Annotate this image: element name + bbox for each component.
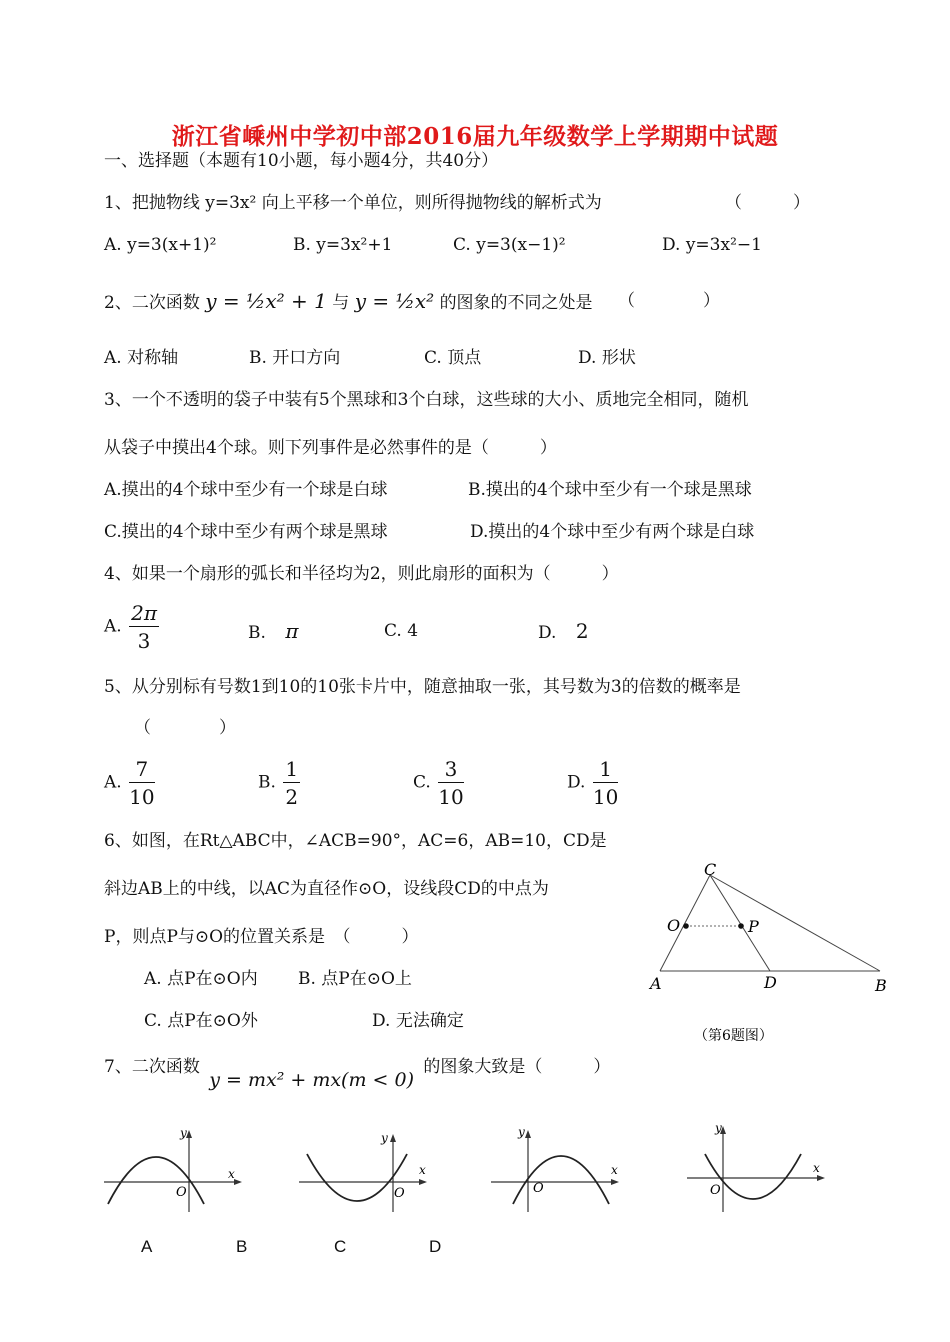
q6-line-3: P，则点P与⊙O的位置关系是 （ ） (104, 927, 419, 947)
point-p (738, 923, 744, 929)
q2-suffix: 的图象的不同之处是 (439, 293, 593, 313)
q4-b-value: π (285, 619, 299, 643)
q3-option-a: A.摸出的4个球中至少有一个球是白球 (104, 480, 388, 500)
q5-b-denominator: 2 (285, 785, 299, 809)
q2-prefix: 2、二次函数 (104, 293, 200, 313)
label-b: B (875, 976, 887, 995)
q1-answer-paren: （ ） (725, 193, 810, 213)
q3-option-d: D.摸出的4个球中至少有两个球是白球 (470, 522, 755, 542)
q3-line-1: 3、一个不透明的袋子中装有5个黑球和3个白球，这些球的大小、质地完全相同，随机 (104, 390, 749, 410)
y-axis-label: y (518, 1125, 525, 1139)
label-a: A (650, 974, 662, 993)
origin-label: O (176, 1185, 187, 1200)
q1-option-b: B. y=3x²+1 (293, 235, 393, 255)
q2-formula-1: y = ½x² + 1 (205, 289, 327, 313)
origin-label: O (394, 1186, 405, 1201)
q5-option-d (567, 759, 620, 807)
label-d: D (764, 973, 777, 992)
y-axis-label: y (715, 1121, 722, 1135)
q6-option-b: B. 点P在⊙O上 (298, 969, 412, 989)
label-c: C (704, 860, 717, 879)
origin-label: O (710, 1183, 721, 1198)
q7-graph-label-b: B (236, 1237, 248, 1256)
q2-formula-2: y = ½x² (354, 289, 435, 313)
q5-option-c (413, 759, 466, 807)
y-axis-label: y (180, 1126, 187, 1140)
q5-stem: 5、从分别标有号数1到10的10张卡片中，随意抽取一张，其号数为3的倍数的概率是 (104, 677, 741, 697)
q5-a-fraction (129, 759, 154, 807)
q5-answer-paren: （ ） (134, 718, 236, 738)
q5-d-numerator: 1 (593, 759, 618, 783)
q5-a-numerator: 7 (129, 759, 154, 783)
figure-caption: （第6题图） (694, 1028, 773, 1044)
q2-option-a: A. 对称轴 (104, 348, 179, 368)
label-p: P (748, 917, 759, 936)
q4-stem: 4、如果一个扇形的弧长和半径均为2，则此扇形的面积为（ ） (104, 564, 619, 584)
q4-a-label: A. (104, 616, 122, 637)
q5-option-b (258, 759, 302, 807)
point-o (683, 923, 689, 929)
q7-prefix: 7、二次函数 (104, 1057, 200, 1077)
q7-graph-label-a: A (141, 1237, 153, 1256)
q5-d-fraction (593, 759, 618, 807)
q4-a-denominator: 3 (137, 629, 151, 653)
q5-b-label: B. (258, 772, 276, 793)
q5-b-numerator: 1 (285, 757, 299, 781)
section-heading: 一、选择题（本题有10小题，每小题4分，共40分） (104, 151, 499, 171)
q5-c-denominator: 10 (438, 785, 464, 809)
x-axis-label: x (228, 1167, 235, 1181)
q6-option-c: C. 点P在⊙O外 (144, 1011, 258, 1031)
q4-d-value: 2 (575, 619, 589, 643)
q4-a-fraction (129, 603, 159, 651)
q5-c-numerator: 3 (438, 759, 463, 783)
q3-option-c: C.摸出的4个球中至少有两个球是黑球 (104, 522, 388, 542)
q2-stem (104, 290, 593, 314)
q2-option-d: D. 形状 (578, 348, 636, 368)
q6-line-1: 6、如图，在Rt△ABC中，∠ACB=90°，AC=6，AB=10，CD是 (104, 831, 607, 851)
q1-option-d: D. y=3x²−1 (662, 235, 762, 255)
q7-formula: y = mx² + mx(m < 0) (209, 1069, 414, 1091)
q7-graph-b (295, 1120, 445, 1215)
q6-line-2: 斜边AB上的中线，以AC为直径作⊙O，设线段CD的中点为 (104, 879, 549, 899)
x-axis-label: x (419, 1163, 426, 1177)
q2-answer-paren: （ ） (618, 291, 720, 311)
q5-d-label: D. (567, 772, 586, 793)
q7-graph-c (487, 1120, 637, 1215)
q5-option-a (104, 759, 157, 807)
q5-c-fraction (438, 759, 463, 807)
median-cd (710, 875, 770, 971)
q6-option-a: A. 点P在⊙O内 (144, 969, 258, 989)
q6-triangle-figure (640, 855, 910, 1050)
q1-option-c: C. y=3(x−1)² (453, 235, 566, 255)
q5-b-fraction (283, 759, 300, 807)
q6-option-d: D. 无法确定 (372, 1011, 464, 1031)
q7-graph-a (100, 1120, 250, 1215)
q4-option-b (248, 620, 298, 644)
q3-option-b: B.摸出的4个球中至少有一个球是黑球 (468, 480, 752, 500)
q4-option-c: C. 4 (384, 621, 419, 641)
q7-suffix: 的图象大致是（ ） (423, 1057, 611, 1077)
q5-a-denominator: 10 (129, 785, 155, 809)
q5-d-denominator: 10 (592, 785, 619, 809)
q3-line-2: 从袋子中摸出4个球。则下列事件是必然事件的是（ ） (104, 438, 557, 458)
q1-stem: 1、把抛物线 y=3x² 向上平移一个单位，则所得抛物线的解析式为 (104, 193, 602, 213)
page-title: 浙江省嵊州中学初中部2016届九年级数学上学期期中试题 (171, 123, 779, 150)
q4-b-label: B. (248, 623, 266, 643)
q4-d-label: D. (538, 623, 557, 643)
q5-c-label: C. (413, 772, 431, 793)
edge-cb (710, 875, 880, 971)
y-axis-label: y (381, 1131, 388, 1145)
q7-stem (104, 1055, 611, 1091)
q1-option-a: A. y=3(x+1)² (104, 235, 217, 255)
q7-graph-label-d: D (429, 1237, 442, 1256)
q4-a-numerator: 2π (131, 601, 157, 625)
q4-option-a (104, 603, 161, 651)
x-axis-label: x (813, 1161, 820, 1175)
q7-graph-label-c: C (334, 1237, 347, 1256)
q2-option-c: C. 顶点 (424, 348, 482, 368)
q2-option-b: B. 开口方向 (249, 348, 341, 368)
q4-option-d (538, 620, 589, 644)
q2-mid: 与 (332, 293, 350, 313)
q7-graph-d (683, 1120, 833, 1215)
x-axis-label: x (611, 1163, 618, 1177)
origin-label: O (533, 1181, 544, 1196)
q5-a-label: A. (104, 772, 122, 793)
label-o: O (667, 916, 681, 935)
